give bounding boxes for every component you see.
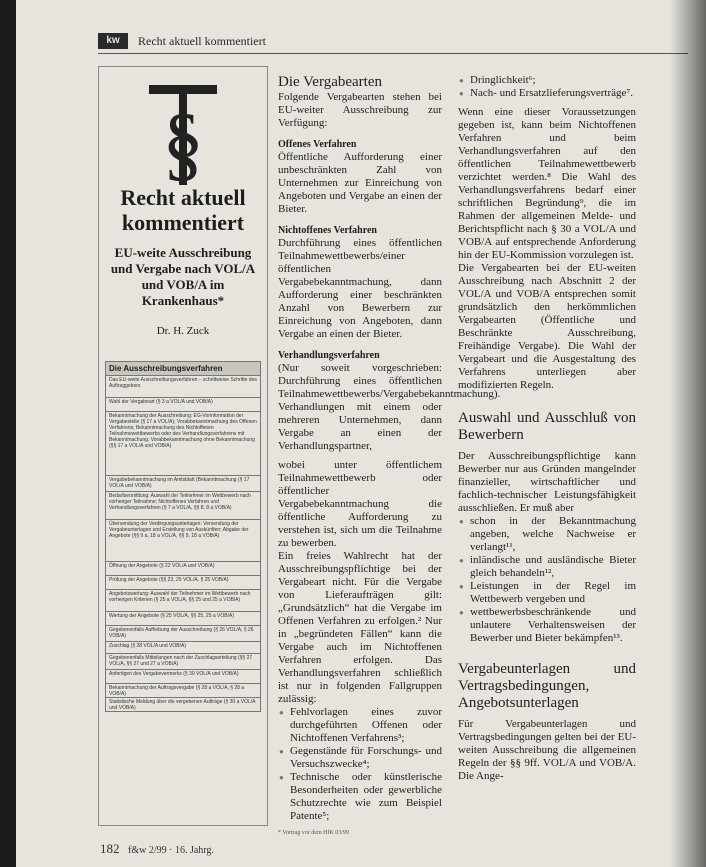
title-panel [98, 66, 268, 826]
procedure-step: Öffnung der Angebote (§ 22 VOL/A und VOB/A) [105, 562, 261, 576]
procedure-step: Das EU-weite Ausschreibungsverfahren – schrittweise Schritte des Auftraggebers [105, 376, 261, 398]
list-item: ● inländische und ausländische Bieter gleich behandeln¹², [470, 554, 636, 580]
paragraph: Ein freies Wahlrecht hat der Ausschreibungspflichtige bei der Vergabeart nicht. Für die Vergabe von Lieferaufträgen gilt: „Grundsätzlich“ hat die Vergabe im Offenen Verfahren zu erfolgen.² Nur in „begründeten Fällen“ kann die Vergabe auch im Nichtoffenen Verfahren erfolgen. Das Verhandlungsverfahren schließlich ist nur in folgenden Fallgruppen zulässig: [278, 550, 442, 705]
running-header [98, 31, 688, 54]
paragraph: Durchführung eines öffentlichen Teilnahmewettbewerbs/einer öffentlichen Vergabebekanntmachung, dann Aufforderung einer beschränkten Anzahl von Bewerbern zur Einreichung von Angeboten, dann Vergabe an einen der Bieter. [278, 237, 442, 340]
paragraph: Die Vergabearten bei der EU-weiten Ausschreibung nach Abschnitt 2 der VOL/A und VOB/A entsprechen somit grundsätzlich den herkömmlichen Vergabearten (Öffentliche und Beschränkte Ausschreibung, Freihändige Vergabe). Die Wahl der Vergabeart und die Ausgestaltung des Verfahrens unterliegen aber modifizierten Regeln. [458, 262, 636, 391]
procedure-step: Bekanntmachung der Auftragsvergabe (§ 28 a VOL/A, § 28 a VOB/A) [105, 684, 261, 698]
list-item: ● Fehlvorlagen eines zuvor durchgeführten Offenen oder Nichtoffenen Verfahrens³; [290, 706, 442, 745]
procedure-step: Übersendung der Verdingungsunterlagen: Versendung der Vergabeunterlagen und Erstellung von Auskünften; Abgabe der Angebote (§§ 9 a, 18 a VOL/A, §§ 9, 18 a VOB/A) [105, 520, 261, 562]
list-item: ● wettbewerbsbeschränkende und unlautere Verhaltensweisen der Bewerber und Bieter bekämpfen¹³. [470, 606, 636, 645]
bullet-list [458, 515, 636, 645]
paragraph: Für Vergabeunterlagen und Vertragsbedingungen gelten bei der EU-weiten Ausschreibung die allgemeinen Regeln der §§ 9ff. VOL/A und VOB/A. Die Ange- [458, 718, 636, 782]
list-item: ● Leistungen in der Regel im Wettbewerb vergeben und [470, 580, 636, 606]
procedure-step: Bekanntmachung der Ausschreibung: EG-Vorinformation der Vergabestelle (§ 17 a VOL/A); Vorabbekanntmachung des Offenen Verfahrens; Bekanntmachung des Nichtoffenen Teilnahmewettbewerbs oder des Verhandlungsverfahrens mit Bekanntmachung; Vorabbekanntmachung ohne Bekanntmachung (§§ 17 a VOL/A und VOB/A) [105, 412, 261, 476]
heading-offenes-verfahren: Offenes Verfahren [278, 139, 357, 150]
procedure-step: Prüfung der Angebote (§§ 23, 25 VOL/A, § 25 VOB/A) [105, 576, 261, 590]
issue-info: f&w 2/99 · 16. Jahrg. [128, 845, 214, 856]
procedure-step: Wahl der Vergabeart (§ 3 a VOL/A und VOB/A) [105, 398, 261, 412]
journal-logo: kw [98, 33, 128, 49]
procedure-title: Die Ausschreibungsverfahren [105, 361, 261, 376]
list-item: ● Technische oder künstlerische Besonderheiten oder gewerbliche Schutzrechte wie zum Beispiel Patente⁵; [290, 771, 442, 823]
list-item: ● Dringlichkeit⁶; [470, 74, 636, 87]
paragraph: wobei unter öffentlichem Teilnahmewettbewerb oder öffentlicher Vergabebekanntmachung die öffentliche Aufforderung zu verstehen ist, sich um die Teilnahme zu bewerben. [278, 459, 442, 549]
procedure-step: Angebotswertung: Auswahl der Teilnehmer im Wettbewerb nach vorherigen Kriterien (§ 25 a VOL/A, §§ 25 und 25 a VOB/A) [105, 590, 261, 612]
article-author: Dr. H. Zuck [156, 325, 210, 337]
heading-vergabeunterlagen: Vergabeunterlagen und Vertragsbedingungen, Angebotsunterlagen [458, 661, 636, 711]
paragraph: Der Ausschreibungspflichtige kann Bewerber nur aus Gründen mangelnder finanzieller, wirtschaftlicher und fachlich-technischer Leistungsfähigkeit ausschließen. Er muß aber [458, 450, 636, 514]
header-title: Recht aktuell kommentiert [138, 34, 266, 48]
heading-auswahl: Auswahl und Ausschluß von Bewerbern [458, 410, 636, 443]
list-item: ● Nach- und Ersatzlieferungsverträge⁷. [470, 87, 636, 100]
article-title: EU-weite Ausschreibung und Vergabe nach VOL/A und VOB/A im Krankenhaus* [110, 245, 256, 308]
heading-vergabearten: Die Vergabearten [278, 74, 382, 90]
procedure-step: Anfertigen des Vergabevermerks (§ 30 VOL/A und VOB/A) [105, 670, 261, 684]
list-item: ● schon in der Bekanntmachung angeben, welche Nachweise er verlangt¹¹, [470, 515, 636, 554]
bullet-list [458, 74, 636, 100]
procedure-step: Bedarfsermittlung: Auswahl der Teilnehmer im Wettbewerb nach vorheriger Teilnahme; Nichtoffenes Verfahren und Verhandlungsverfahren (§ 7 a VOL/A, §§ 8, 8 a VOB/A) [105, 492, 261, 520]
document-page [16, 0, 706, 867]
paragraph: Folgende Vergabearten stehen bei EU-weiter Ausschreibung zur Verfügung: [278, 91, 442, 129]
procedure-step: Statistische Meldung über die vergebenen Aufträge (§ 30 a VOL/A und VOB/A) [105, 698, 261, 712]
paragraph: Wenn eine dieser Voraussetzungen gegeben ist, kann beim Nichtoffenen Verfahren und beim Verhandlungsverfahren auf den öffentlichen Teilnahmewettbewerb verzichtet werden.⁸ Die Wahl des Verhandlungsverfahrens bedarf einer schriftlichen Begründung⁹, die im Rahmen der allgemeinen Melde- und Berichtspflicht nach § 30 a VOL/A und VOB/A auf entsprechende Anforderung hin der EU-Kommission vorzulegen ist. [458, 106, 636, 261]
paragraph: Öffentliche Aufforderung einer unbeschränkten Zahl von Unternehmen zur Einreichung von Angeboten und Vergabe an einen der Bieter. [278, 151, 442, 215]
svg-text:§: § [162, 97, 204, 190]
paragraph: (Nur soweit vorgeschrieben: Durchführung eines öffentlichen Teilnahmewettbewerbs/Vergabebekanntmachung). Verhandlungen mit einem oder mehreren Unternehmen, dann Vergabe an einen der Verhandlungspartner, [278, 362, 501, 452]
procedure-step: Zuschlag (§ 28 VOL/A und VOB/A) [105, 642, 261, 654]
footnote: * Vortrag vor dem HfK 03/99 [278, 830, 349, 836]
bullet-list [278, 706, 442, 823]
list-item: ● Gegenstände für Forschungs- und Versuchszwecke⁴; [290, 745, 442, 771]
column-title: Recht aktuell kommentiert [120, 185, 246, 235]
procedure-step: Vergabebekanntmachung im Amtsblatt (Bekanntmachung (§ 17 VOL/A und VOB/A) [105, 476, 261, 492]
page-number: 182 [100, 841, 120, 856]
paragraph-staff-icon [141, 79, 225, 189]
text-column-1 [278, 74, 501, 836]
text-column-2 [458, 74, 636, 834]
procedure-step: Gegebenenfalls Aufhebung der Ausschreibung (§ 26 VOL/A, § 26 VOB/A) [105, 626, 261, 642]
page-footer [100, 841, 214, 857]
heading-verhandlungsverfahren: Verhandlungsverfahren [278, 350, 380, 361]
heading-nichtoffenes-verfahren: Nichtoffenes Verfahren [278, 225, 377, 236]
procedure-flowchart [105, 361, 261, 712]
procedure-step: Wertung der Angebote (§ 25 VOL/A, §§ 25, 25 a VOB/A) [105, 612, 261, 626]
procedure-step: Gegebenenfalls Mitteilungen nach der Zuschlagserteilung (§§ 27 VOL/A, §§ 27 und 27 a VOB/A) [105, 654, 261, 670]
